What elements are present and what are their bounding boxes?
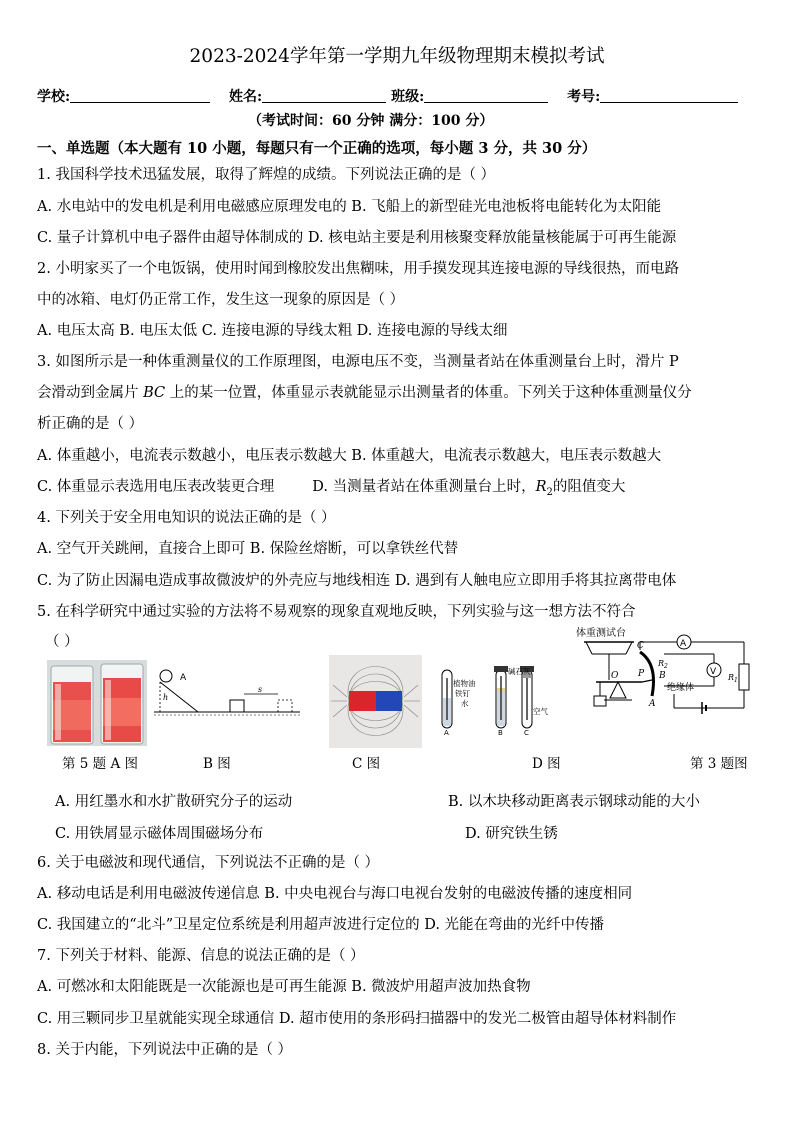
q3-fig-p: P [638, 669, 645, 679]
q3-stem-line3: 析正确的是（ ） [37, 416, 144, 432]
q5-figure-c-magnet [329, 655, 422, 748]
q3-stem-2c: 上的某一位置，体重显示表就能显示出测量者的体重。下列关于这种体重测量仪分 [165, 385, 692, 401]
exam-title: 2023-2024学年第一学期九年级物理期末模拟考试 [189, 46, 605, 67]
q3-option-c: C. 体重显示表选用电压表改装更合理 [37, 479, 275, 495]
fig-d-tube-a: A [444, 729, 449, 737]
q2-stem-line2: 中的冰箱、电灯仍正常工作，发生这一现象的原因是（ ） [37, 292, 405, 308]
number-label: 考号: [567, 89, 601, 105]
q3-fig-o: O [611, 671, 619, 681]
name-blank [262, 88, 386, 103]
q6-options-ab: A. 移动电话是利用电磁波传递信息 B. 中央电视台与海口电视台发射的电磁波传播的速度相同 [37, 886, 633, 902]
q3-fig-r2: $R_2$ [658, 659, 668, 670]
caption-q3-figure: 第 3 题图 [690, 756, 748, 772]
q1-stem: 1. 我国科学技术迅猛发展，取得了辉煌的成绩。下列说法正确的是（ ） [37, 167, 496, 183]
q5-figure-a-beakers [47, 660, 147, 746]
q6-stem: 6. 关于电磁波和现代通信，下列说法不正确的是（ ） [37, 855, 380, 871]
fig-d-air: 空气 [533, 707, 548, 716]
q3-fig-platform-label: 体重测试台 [576, 628, 626, 639]
q4-stem: 4. 下列关于安全用电知识的说法正确的是（ ） [37, 510, 336, 526]
q3-bc-label: BC [143, 385, 166, 401]
q5-option-a: A. 用红墨水和水扩散研究分子的运动 [55, 794, 293, 810]
q3-voltmeter-label: V [710, 667, 717, 677]
q2-stem-line1: 2. 小明家买了一个电饭锅，使用时闻到橡胶发出焦糊味，用手摸发现其连接电源的导线很热，而电路 [37, 261, 679, 277]
school-label: 学校: [37, 89, 71, 105]
q5-option-c: C. 用铁屑显示磁体周围磁场分布 [55, 826, 264, 842]
q7-options-ab: A. 可燃冰和太阳能既是一次能源也是可再生能源 B. 微波炉用超声波加热食物 [37, 979, 531, 995]
caption-fig-d: D 图 [532, 756, 561, 772]
q5-figure-b-ramp [150, 668, 310, 718]
q5-stem: 5. 在科学研究中通过实验的方法将不易观察的现象直观地反映，下列实验与这一想方法不符合 [37, 604, 636, 620]
school-blank [70, 88, 210, 103]
class-label: 班级: [391, 89, 425, 105]
q2-options: A. 电压太高 B. 电压太低 C. 连接电源的导线太粗 D. 连接电源的导线太细 [37, 323, 508, 339]
fig-d-tube-b: B [498, 729, 503, 737]
q3-ammeter-label: A [680, 639, 687, 649]
fig-d-nail: 铁钉 [455, 689, 470, 698]
fig-d-water: 水 [461, 699, 469, 708]
fig-d-lime: 碱石灰 [508, 667, 531, 676]
q5-option-d: D. 研究铁生锈 [465, 826, 558, 842]
q8-stem: 8. 关于内能，下列说法中正确的是（ ） [37, 1042, 293, 1058]
q6-options-cd: C. 我国建立的“北斗”卫星定位系统是利用超声波进行定位的 D. 光能在弯曲的光纤中传播 [37, 917, 605, 933]
q3-stem-2a: 会滑动到金属片 [37, 385, 144, 401]
q5-figure-d-tubes [438, 664, 548, 737]
fig-b-label-h: h [163, 693, 169, 702]
q4-options-cd: C. 为了防止因漏电造成事故微波炉的外壳应与地线相连 D. 遇到有人触电应立即用手将其拉离带电体 [37, 573, 677, 589]
q3-options-ab: A. 体重越小，电流表示数越小，电压表示数越大 B. 体重越大，电流表示数越大，电压表示数越大 [37, 448, 662, 464]
q1-options-ab: A. 水电站中的发电机是利用电磁感应原理发电的 B. 飞船上的新型硅光电池板将电能转化为太阳能 [37, 199, 662, 215]
fig-b-label-a: A [180, 673, 187, 683]
q3-fig-c: C [637, 641, 644, 651]
name-label: 姓名: [229, 89, 263, 105]
fig-d-tube-c: C [524, 729, 529, 737]
q3-fig-a: A [649, 699, 656, 709]
caption-fig-a: 第 5 题 A 图 [62, 756, 139, 772]
section-heading: 一、单选题（本大题有 10 小题，每题只有一个正确的选项，每小题 3 分，共 30 分） [37, 140, 597, 157]
caption-fig-c: C 图 [352, 756, 381, 772]
q5-option-b: B. 以木块移动距离表示钢球动能的大小 [448, 794, 700, 810]
q3-options-cd [37, 477, 758, 503]
fig-b-label-s: s [258, 685, 263, 694]
q3-figure-scale-circuit [574, 624, 759, 722]
q4-options-ab: A. 空气开关跳闸，直接合上即可 B. 保险丝熔断，可以拿铁丝代替 [37, 541, 459, 557]
q5-paren: （ ） [45, 634, 79, 650]
q3-fig-insulator: 绝缘体 [667, 683, 695, 693]
q1-options-cd: C. 量子计算机中电子器件由超导体制成的 D. 核电站主要是利用核聚变释放能量核能属于可再生能源 [37, 230, 677, 246]
q7-options-cd: C. 用三颗同步卫星就能实现全球通信 D. 超市使用的条形码扫描器中的发光二极管由超导体材料制作 [37, 1011, 677, 1027]
q3-fig-r1: $R_1$ [728, 673, 738, 684]
exam-time-score: （考试时间：60 分钟 满分：100 分） [248, 113, 494, 129]
q3-fig-b: B [659, 671, 666, 681]
q3-stem-line1: 3. 如图所示是一种体重测量仪的工作原理图，电源电压不变，当测量者站在体重测量台上时，滑片 P [37, 354, 679, 370]
q3-option-d: D. 当测量者站在体重测量台上时，$R_2$的阻值变大 [312, 479, 626, 498]
q3-stem-line2 [37, 383, 758, 403]
fig-d-oil: 植物油 [453, 679, 476, 688]
q7-stem: 7. 下列关于材料、能源、信息的说法正确的是（ ） [37, 948, 365, 964]
number-blank [600, 88, 738, 103]
student-info-row [37, 86, 738, 106]
caption-fig-b: B 图 [203, 756, 231, 772]
class-blank [424, 88, 548, 103]
